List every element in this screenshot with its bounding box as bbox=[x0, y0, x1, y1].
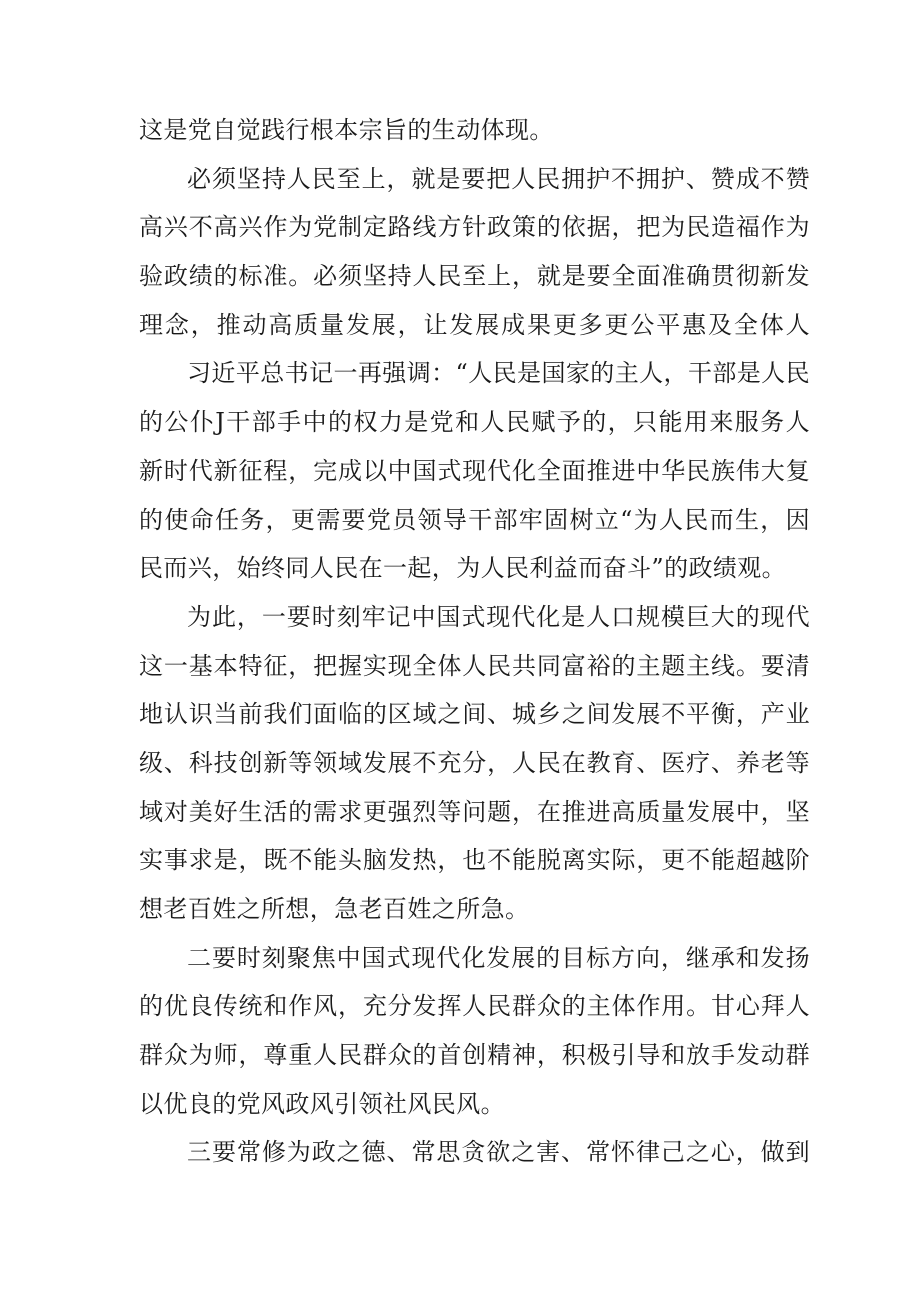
text-line: 新时代新征程，完成以中国式现代化全面推进中华民族伟大复 bbox=[139, 456, 810, 485]
text-line: 的使命任务，更需要党员领导干部牢固树立“为人民而生，因 bbox=[139, 505, 810, 534]
text-line: 这一基本特征，把握实现全体人民共同富裕的主题主线。要清 bbox=[139, 651, 810, 680]
text-line: 群众为师，尊重人民群众的首创精神，积极引导和放手发动群 bbox=[139, 1041, 810, 1070]
text-line: 高兴不高兴作为党制定路线方针政策的依据，把为民造福作为 bbox=[139, 213, 810, 242]
text-line: 想老百姓之所想，急老百姓之所急。 bbox=[139, 895, 530, 923]
text-line: 必须坚持人民至上，就是要把人民拥护不拥护、赞成不赞 bbox=[187, 164, 810, 193]
text-line: 三要常修为政之德、常思贪欲之害、常怀律己之心，做到 bbox=[187, 1138, 810, 1167]
text-line: 民而兴，始终同人民在一起，为人民利益而奋斗”的政绩观。 bbox=[139, 554, 787, 583]
text-line: 二要时刻聚焦中国式现代化发展的目标方向，继承和发扬 bbox=[187, 943, 810, 972]
text-line: 级、科技创新等领域发展不充分，人民在教育、医疗、养老等 bbox=[139, 748, 810, 777]
text-line: 为此，一要时刻牢记中国式现代化是人口规模巨大的现代 bbox=[187, 602, 810, 631]
text-line: 的公仆J干部手中的权力是党和人民赋予的，只能用来服务人 bbox=[139, 408, 810, 437]
document-body bbox=[139, 106, 810, 1177]
text-line: 域对美好生活的需求更强烈等问题，在推进高质量发展中，坚 bbox=[139, 797, 810, 826]
text-line: 以优良的党风政风引领社风民风。 bbox=[139, 1089, 505, 1118]
text-line: 习近平总书记一再强调：“人民是国家的主人，干部是人民 bbox=[187, 359, 810, 388]
text-line: 的优良传统和作风，充分发挥人民群众的主体作用。甘心拜人 bbox=[139, 992, 810, 1021]
text-line: 验政绩的标准。必须坚持人民至上，就是要全面准确贯彻新发 bbox=[139, 262, 810, 291]
text-line: 理念，推动高质量发展，让发展成果更多更公平惠及全体人 bbox=[139, 310, 810, 339]
text-line: 地认识当前我们面临的区域之间、城乡之间发展不平衡，产业 bbox=[139, 700, 810, 729]
text-line: 这是党自觉践行根本宗旨的生动体现。 bbox=[139, 116, 554, 144]
text-line: 实事求是，既不能头脑发热，也不能脱离实际，更不能超越阶 bbox=[139, 846, 810, 875]
